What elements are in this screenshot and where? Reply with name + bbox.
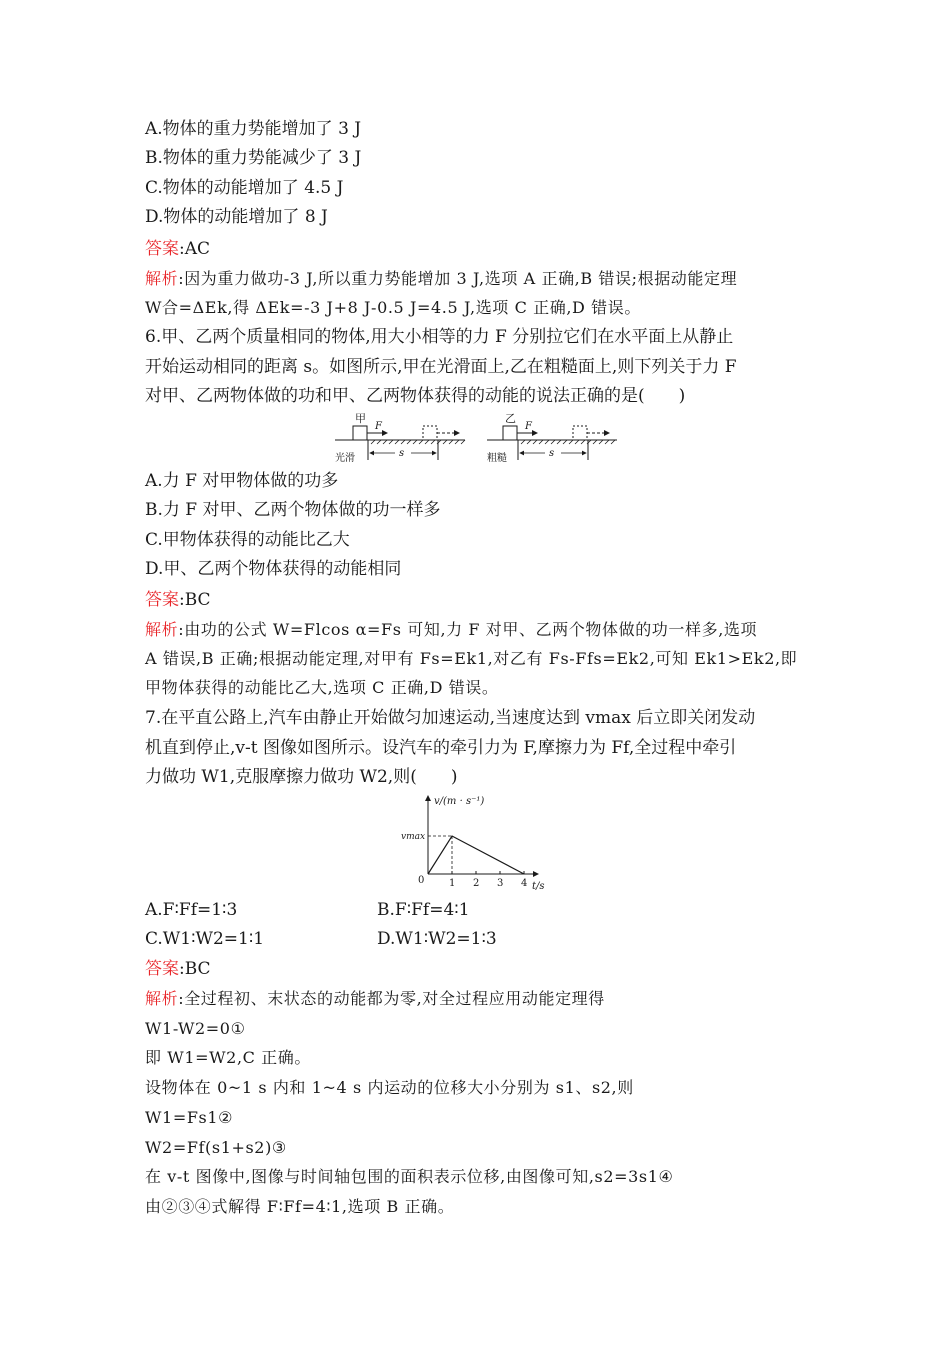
answer-label: 答案: [145, 959, 179, 979]
q7-option-a: A.F∶Ff=1∶3: [145, 900, 238, 920]
right-surface-label: 粗糙: [487, 453, 507, 464]
q6-explanation-line-2: A 错误,B 正确;根据动能定理,对甲有 Fs=Ek1,对乙有 Fs-Ffs=Ek2,可知 Ek1>Ek2,即: [145, 649, 798, 668]
q6-option-b: B.力 F 对甲、乙两个物体做的功一样多: [145, 500, 441, 520]
distance-label-right: s: [549, 448, 555, 459]
right-panel: [487, 412, 617, 464]
block-jia-final: [423, 426, 437, 440]
explanation-label: 解析: [145, 989, 179, 1008]
q7-explanation-line-7: 在 v-t 图像中,图像与时间轴包围的面积表示位移,由图像可知,s2=3s1④: [145, 1167, 674, 1186]
q7-explanation-line-8: 由②③④式解得 F∶Ff=4∶1,选项 B 正确。: [145, 1197, 455, 1216]
q6-option-a: A.力 F 对甲物体做的功多: [145, 471, 339, 491]
hatch-left: [371, 440, 465, 444]
q5-explanation-line-1: 解析:因为重力做功-3 J,所以重力势能增加 3 J,选项 A 正确,B 错误;根据动能定理: [145, 269, 738, 288]
q7-stem-line-3: 力做功 W1,克服摩擦力做功 W2,则( ): [145, 767, 458, 787]
q7-option-d: D.W1∶W2=1∶3: [377, 929, 497, 949]
x-tick-label-4: 4: [521, 878, 528, 889]
q7-explanation-line-5: W1=Fs1②: [145, 1108, 234, 1127]
q7-explanation-line-6: W2=Ff(s1+s2)③: [145, 1138, 287, 1157]
q7-stem-line-1: 7.在平直公路上,汽车由静止开始做匀加速运动,当速度达到 vmax 后立即关闭发动: [145, 708, 756, 728]
q5-option-c: C.物体的动能增加了 4.5 J: [145, 178, 344, 198]
vt-chart-svg: [398, 790, 558, 896]
answer-value: :AC: [179, 239, 211, 259]
left-panel: [335, 412, 465, 464]
q6-stem-line-1: 6.甲、乙两个质量相同的物体,用大小相等的力 F 分别拉它们在水平面上从静止: [145, 327, 734, 347]
q7-vt-chart: [398, 790, 558, 896]
q7-stem-line-2: 机直到停止,v-t 图像如图所示。设汽车的牵引力为 F,摩擦力为 Ff,全过程中牵引: [145, 738, 737, 758]
answer-value: :BC: [179, 959, 211, 979]
block-yi: [503, 426, 517, 440]
velocity-series-line: [428, 836, 524, 874]
answer-label: 答案: [145, 590, 179, 610]
q5-option-a: A.物体的重力势能增加了 3 J: [145, 119, 362, 139]
answer-label: 答案: [145, 239, 179, 259]
x-tick-label-1: 1: [449, 878, 456, 889]
distance-label-left: s: [399, 448, 405, 459]
block-yi-final: [573, 426, 587, 440]
q6-option-d: D.甲、乙两个物体获得的动能相同: [145, 559, 402, 579]
q7-explanation-line-4: 设物体在 0~1 s 内和 1~4 s 内运动的位移大小分别为 s1、s2,则: [145, 1078, 634, 1097]
q7-option-b: B.F∶Ff=4∶1: [377, 900, 470, 920]
force-label-left: F: [375, 421, 382, 432]
q6-option-c: C.甲物体获得的动能比乙大: [145, 530, 350, 550]
left-surface-label: 光滑: [335, 453, 355, 464]
hatch-right: [521, 440, 615, 444]
x-axis-label: t/s: [532, 881, 545, 892]
q6-figure: [335, 410, 620, 466]
answer-value: :BC: [179, 590, 211, 610]
q7-explanation-line-1: 解析:全过程初、末状态的动能都为零,对全过程应用动能定理得: [145, 989, 605, 1008]
explanation-label: 解析: [145, 269, 179, 288]
q6-figure-svg: [335, 410, 620, 466]
explanation-label: 解析: [145, 620, 179, 639]
q6-stem-line-3: 对甲、乙两物体做的功和甲、乙两物体获得的动能的说法正确的是( ): [145, 386, 686, 406]
y-axis-label: v/(m · s⁻¹): [434, 796, 485, 807]
left-label: 甲: [355, 412, 366, 425]
q6-explanation-line-1: 解析:由功的公式 W=Flcos α=Fs 可知,力 F 对甲、乙两个物体做的功一样多,选项: [145, 620, 758, 639]
q5-option-b: B.物体的重力势能减少了 3 J: [145, 148, 362, 168]
origin-label: 0: [418, 875, 425, 886]
q7-option-c: C.W1∶W2=1∶1: [145, 929, 265, 949]
q6-explanation-line-3: 甲物体获得的动能比乙大,选项 C 正确,D 错误。: [145, 678, 499, 697]
q6-stem-line-2: 开始运动相同的距离 s。如图所示,甲在光滑面上,乙在粗糙面上,则下列关于力 F: [145, 357, 737, 377]
vmax-label: vmax: [401, 832, 426, 842]
q6-answer: [145, 589, 211, 611]
block-jia: [353, 426, 367, 440]
q5-option-d: D.物体的动能增加了 8 J: [145, 207, 328, 227]
q7-explanation-line-2: W1-W2=0①: [145, 1019, 246, 1038]
q5-explanation-line-2: W合=ΔEk,得 ΔEk=-3 J+8 J-0.5 J=4.5 J,选项 C 正确,D 错误。: [145, 298, 641, 317]
x-tick-label-3: 3: [497, 878, 504, 889]
force-label-right: F: [525, 421, 532, 432]
q5-answer: [145, 238, 210, 260]
q7-answer: [145, 958, 211, 980]
q7-explanation-line-3: 即 W1=W2,C 正确。: [145, 1048, 311, 1067]
x-tick-label-2: 2: [473, 878, 480, 889]
right-label: 乙: [505, 412, 516, 425]
